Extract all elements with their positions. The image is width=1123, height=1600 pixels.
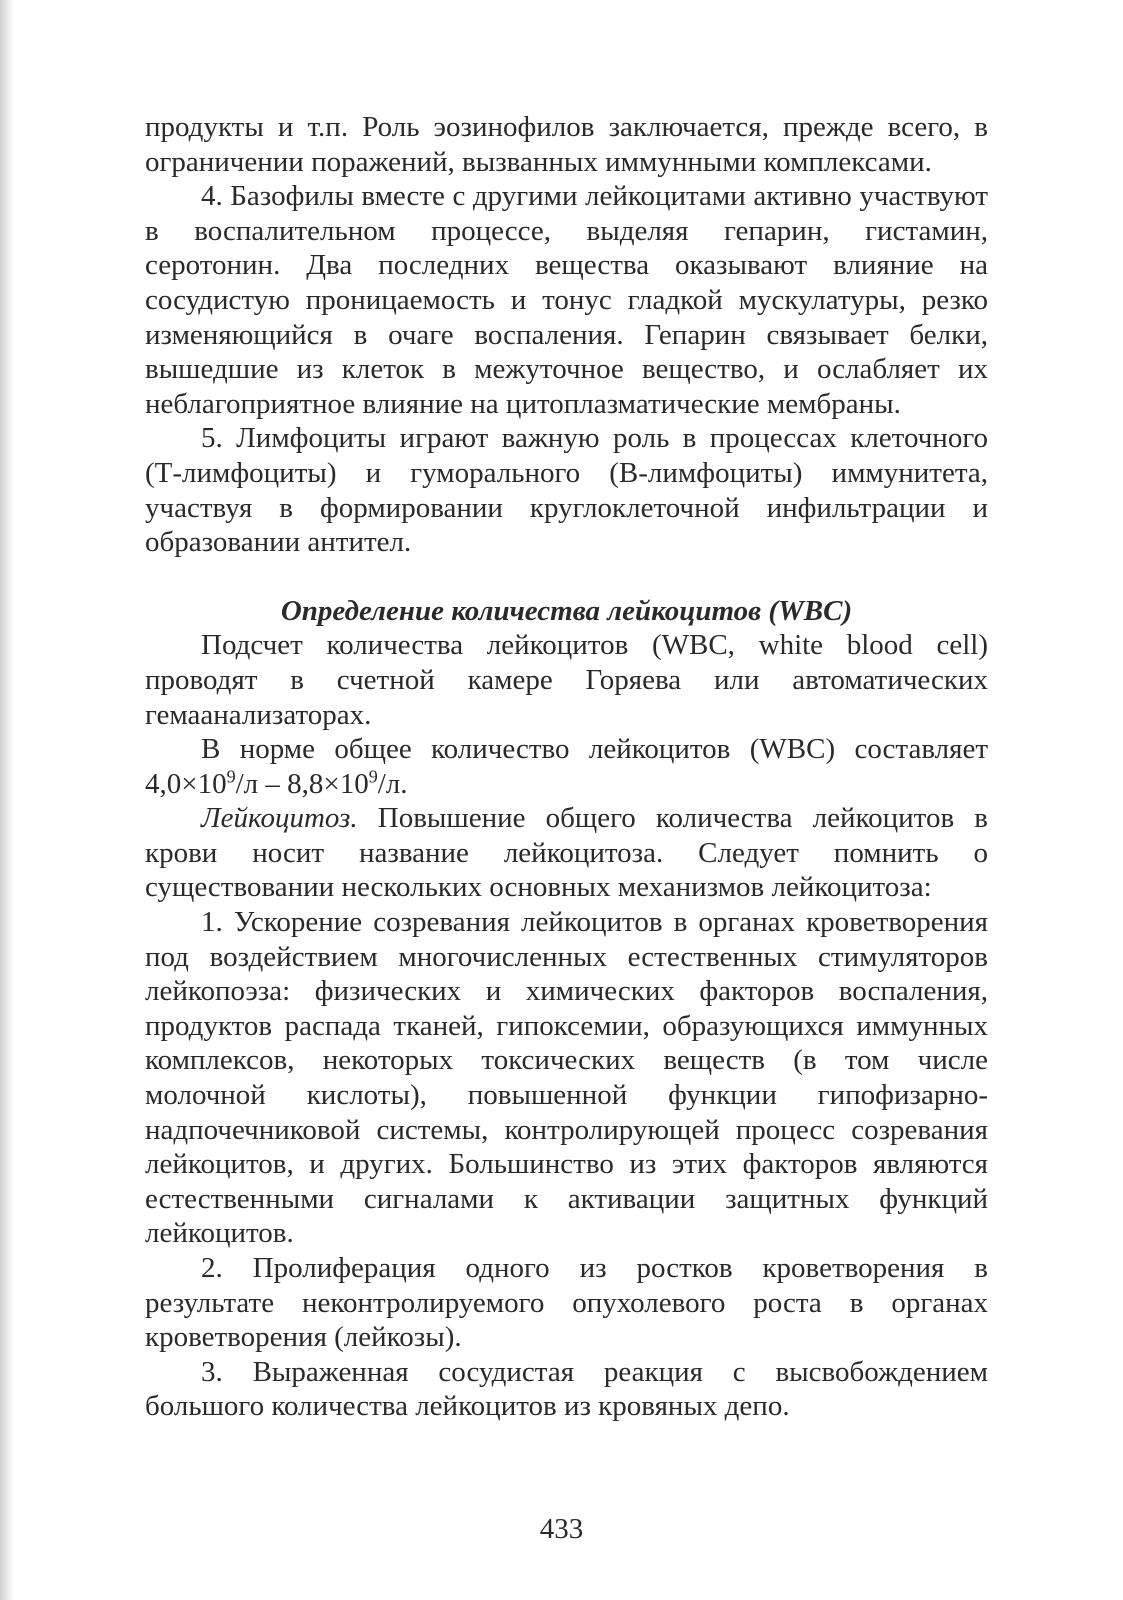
paragraph-basophils: 4. Базофилы вместе с другими лейкоцитами активно участвуют в воспалительном процессе, выделяя гепарин, гистамин, серотонин. Два последних вещества оказывают влияние на сосудистую проницаемость и тонус гладкой мускулатуры, резко изменяющийся в очаге воспаления. Гепарин связывает белки, вышедшие из клеток в межуточное вещество, и ослабляет их неблагоприятное влияние на цитоплазматические мембраны. [145, 180, 988, 420]
paragraph-leukocytosis: Лейкоцитоз. Повышение общего количества лейкоцитов в крови носит название лейкоцитоза. Следует помнить о существовании нескольких основных механизмов лейкоцитоза: [145, 802, 988, 904]
page-number: 433 [539, 1513, 584, 1545]
section-heading: Определение количества лейкоцитов (WBC) [280, 594, 853, 627]
term-leukocytosis: Лейкоцитоз. [201, 802, 358, 835]
paragraph-lymphocytes: 5. Лимфоциты играют важную роль в процессах клеточного (Т-лимфоциты) и гуморального (В-лимфоциты) иммунитета, участвуя в формировании круглоклеточной инфильтрации и образовании антител. [145, 422, 988, 559]
page-gutter-shadow [0, 0, 14, 1600]
paragraph-mechanism-1: 1. Ускорение созревания лейкоцитов в органах кроветворения под воздействием многочисленных естественных стимуляторов лейкопоэза: физических и химических факторов воспаления, продуктов распада тканей, гипоксемии, образующихся иммунных комплексов, некоторых токсических веществ (в том числе молочной кислоты), повышенной функции гипофизарно-надпочечниковой системы, контролирующей процесс созревания лейкоцитов, и других. Большинство из этих факторов являются естественными сигналами к активации защитных функций лейкоцитов. [145, 906, 988, 1250]
paragraph-mechanism-3: 3. Выраженная сосудистая реакция с высвобождением большого количества лейкоцитов из кровяных депо. [145, 1355, 988, 1423]
wbc-norm-text: В норме общее количество лейкоцитов (WBC) составляет [201, 733, 988, 766]
paragraph-wbc-counting: Подсчет количества лейкоцитов (WBC, white blood cell) проводят в счетной камере Горяева или автоматических гемаанализаторах. [145, 629, 988, 731]
page-text [145, 110, 988, 1424]
paragraph-eosinophils-end: продукты и т.п. Роль эозинофилов заключается, прежде всего, в ограничении поражений, вызванных иммунными комплексами. [145, 111, 988, 178]
paragraph-wbc-norm [145, 732, 988, 801]
wbc-norm-formula: $4,0\times 10^9/л - 8,8\times 10^9/л$. [145, 766, 408, 800]
paragraph-mechanism-2: 2. Пролиферация одного из ростков кроветворения в результате неконтролируемого опухолевого роста в органах кроветворения (лейкозы). [145, 1252, 988, 1354]
